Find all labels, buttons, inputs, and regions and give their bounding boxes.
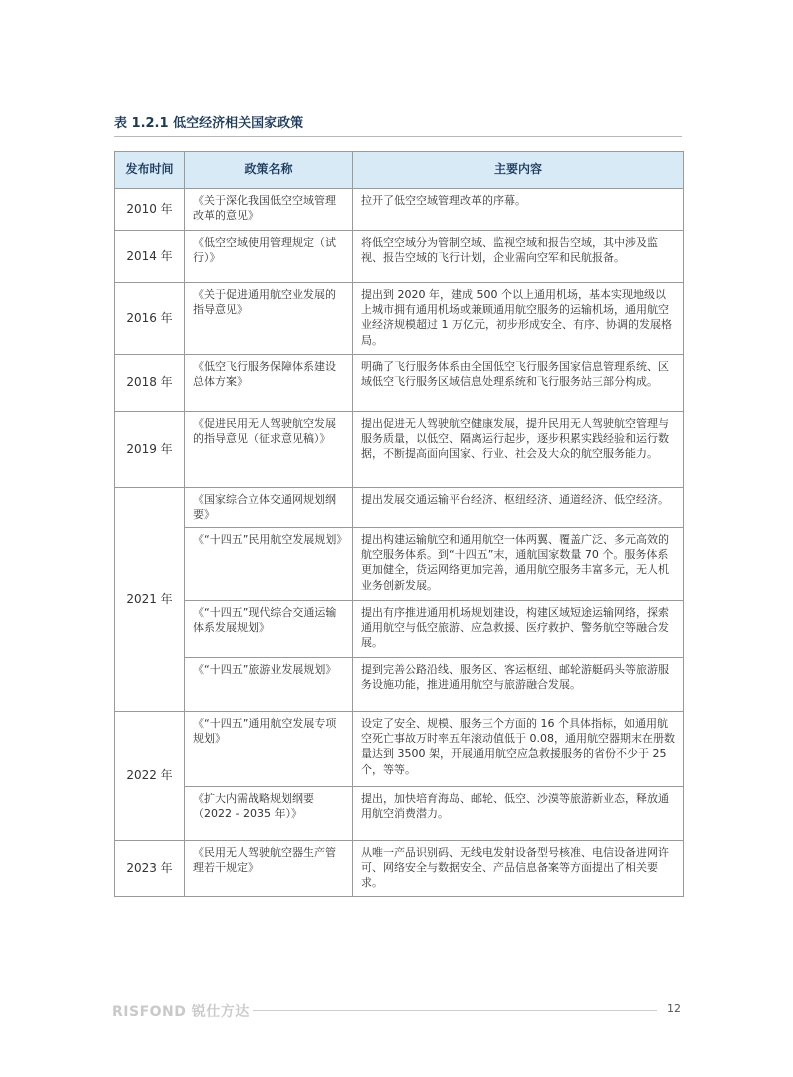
header-name: 政策名称 bbox=[185, 152, 353, 189]
policy-name-cell: 《低空空域使用管理规定（试行）》 bbox=[185, 231, 353, 283]
policy-content-cell: 提出构建运输航空和通用航空一体两翼、覆盖广泛、多元高效的航空服务体系。到“十四五”末，通航国家数量 70 个。服务体系更加健全，货运网络更加完善，通用航空服务丰富多元，无人机业务创新发展。 bbox=[353, 528, 684, 601]
footer-divider bbox=[253, 1010, 657, 1011]
policy-name-cell: 《“十四五”现代综合交通运输体系发展规划》 bbox=[185, 601, 353, 658]
policy-name-cell: 《低空飞行服务保障体系建设总体方案》 bbox=[185, 355, 353, 412]
table-row bbox=[115, 841, 684, 897]
table-row bbox=[115, 528, 684, 601]
table-row bbox=[115, 712, 684, 787]
table-row bbox=[115, 658, 684, 712]
policy-name-cell: 《关于深化我国低空空域管理改革的意见》 bbox=[185, 189, 353, 231]
title-divider bbox=[114, 136, 682, 137]
policy-content-cell: 提出到 2020 年，建成 500 个以上通用机场，基本实现地级以上城市拥有通用机场或兼顾通用航空服务的运输机场，通用航空业经济规模超过 1 万亿元，初步形成安全、有序、协调的发展格局。 bbox=[353, 283, 684, 355]
policy-content-cell: 设定了安全、规模、服务三个方面的 16 个具体指标，如通用航空死亡事故万时率五年滚动值低于 0.08，通用航空器期末在册数量达到 3500 架，开展通用航空应急救援服务的省份不少于 25 个，等等。 bbox=[353, 712, 684, 787]
policy-name-cell: 《民用无人驾驶航空器生产管理若干规定》 bbox=[185, 841, 353, 897]
policy-name-cell: 《促进民用无人驾驶航空发展的指导意见（征求意见稿）》 bbox=[185, 412, 353, 488]
table-row bbox=[115, 412, 684, 488]
table-header-row bbox=[115, 152, 684, 189]
page-number: 12 bbox=[667, 1002, 681, 1015]
table-row bbox=[115, 787, 684, 841]
policy-name-cell: 《扩大内需战略规划纲要（2022 - 2035 年）》 bbox=[185, 787, 353, 841]
table-row bbox=[115, 283, 684, 355]
year-cell: 2021 年 bbox=[115, 488, 185, 712]
table-row bbox=[115, 231, 684, 283]
page-title: 表 1.2.1 低空经济相关国家政策 bbox=[114, 116, 304, 131]
table-row bbox=[115, 355, 684, 412]
year-cell: 2016 年 bbox=[115, 283, 185, 355]
policy-name-cell: 《“十四五”民用航空发展规划》 bbox=[185, 528, 353, 601]
header-year: 发布时间 bbox=[115, 152, 185, 189]
year-cell: 2014 年 bbox=[115, 231, 185, 283]
policy-content-cell: 提出有序推进通用机场规划建设，构建区域短途运输网络，探索通用航空与低空旅游、应急救援、医疗救护、警务航空等融合发展。 bbox=[353, 601, 684, 658]
policy-content-cell: 提出促进无人驾驶航空健康发展，提升民用无人驾驶航空管理与服务质量，以低空、隔离运行起步，逐步积累实践经验和运行数据，不断提高面向国家、行业、社会及大众的航空服务能力。 bbox=[353, 412, 684, 488]
policy-name-cell: 《关于促进通用航空业发展的指导意见》 bbox=[185, 283, 353, 355]
table-row bbox=[115, 488, 684, 528]
policy-content-cell: 提出发展交通运输平台经济、枢纽经济、通道经济、低空经济。 bbox=[353, 488, 684, 528]
policy-name-cell: 《国家综合立体交通网规划纲要》 bbox=[185, 488, 353, 528]
policy-name-cell: 《“十四五”旅游业发展规划》 bbox=[185, 658, 353, 712]
policy-name-cell: 《“十四五”通用航空发展专项规划》 bbox=[185, 712, 353, 787]
policy-content-cell: 从唯一产品识别码、无线电发射设备型号核准、电信设备进网许可、网络安全与数据安全、产品信息备案等方面提出了相关要求。 bbox=[353, 841, 684, 897]
policy-content-cell: 提出，加快培育海岛、邮轮、低空、沙漠等旅游新业态，释放通用航空消费潜力。 bbox=[353, 787, 684, 841]
policy-content-cell: 提到完善公路沿线、服务区、客运枢纽、邮轮游艇码头等旅游服务设施功能，推进通用航空与旅游融合发展。 bbox=[353, 658, 684, 712]
policy-content-cell: 将低空空域分为管制空域、监视空域和报告空域，其中涉及监视、报告空域的飞行计划，企业需向空军和民航报备。 bbox=[353, 231, 684, 283]
year-cell: 2010 年 bbox=[115, 189, 185, 231]
table-row bbox=[115, 601, 684, 658]
header-content: 主要内容 bbox=[353, 152, 684, 189]
policy-content-cell: 明确了飞行服务体系由全国低空飞行服务国家信息管理系统、区域低空飞行服务区域信息处理系统和飞行服务站三部分构成。 bbox=[353, 355, 684, 412]
year-cell: 2023 年 bbox=[115, 841, 185, 897]
policy-content-cell: 拉开了低空空域管理改革的序幕。 bbox=[353, 189, 684, 231]
year-cell: 2022 年 bbox=[115, 712, 185, 841]
policy-table bbox=[114, 151, 684, 897]
company-logo: RISFOND 锐仕方达 bbox=[112, 1004, 250, 1020]
year-cell: 2019 年 bbox=[115, 412, 185, 488]
table-row bbox=[115, 189, 684, 231]
year-cell: 2018 年 bbox=[115, 355, 185, 412]
